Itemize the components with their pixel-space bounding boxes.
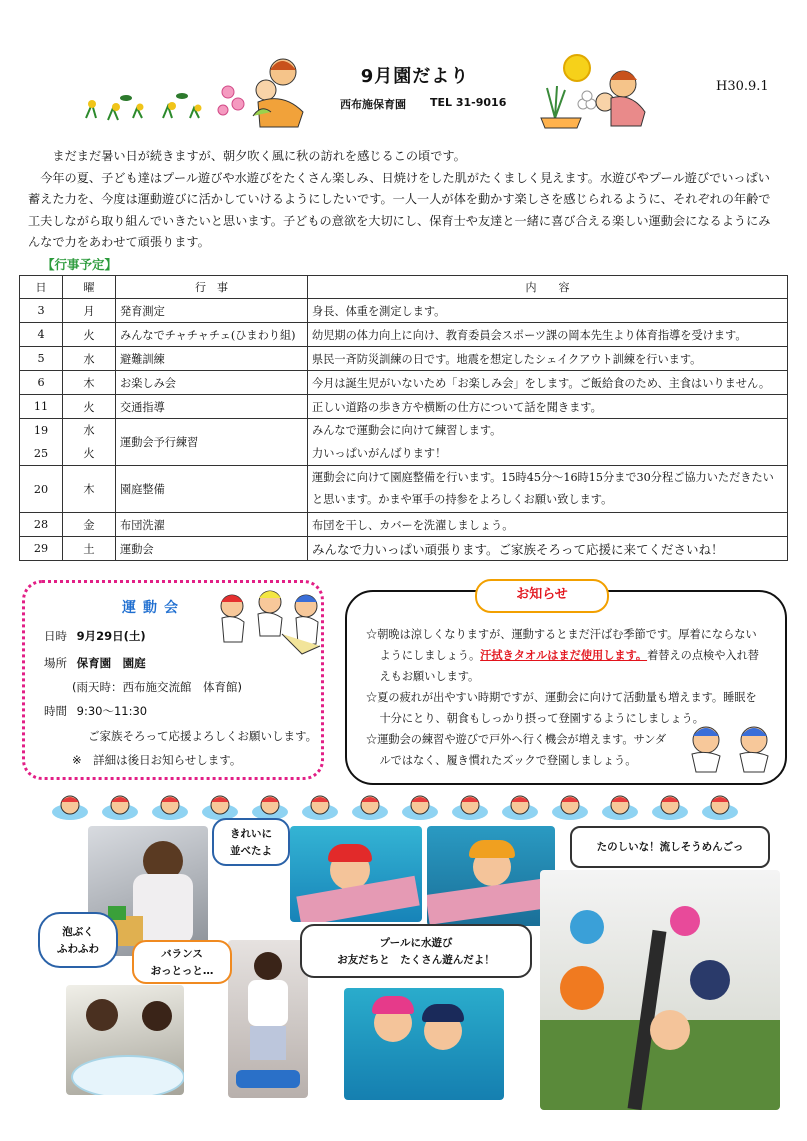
sports-time-row [44, 703, 147, 719]
cell-day: 20 [20, 466, 63, 513]
intro-text [28, 146, 780, 254]
photo-balance [228, 940, 308, 1098]
notice-item: ☆運動会の練習や遊びで戸外へ行く機会が増えます。サンダルではなく、履き慣れたズックで登園しましょう。 [366, 733, 667, 767]
cell-dow: 火 [63, 323, 116, 347]
schedule-heading: 【行事予定】 [42, 257, 118, 272]
cell-event: みんなでチャチャチェ(ひまわり組) [116, 323, 308, 347]
cell-day: 6 [20, 371, 63, 395]
cell-day: 3 [20, 299, 63, 323]
table-header-row [20, 276, 788, 299]
cell-dow-first: 水 [83, 424, 95, 437]
notice-tag: お知らせ [475, 579, 609, 613]
cell-detail: 正しい道路の歩き方や横断の仕方について話を聞きます。 [308, 395, 788, 419]
photo-bubbles [66, 985, 184, 1095]
cell-dow [63, 419, 116, 466]
cell-detail-line: 力いっぱいがんばります！ [312, 447, 447, 460]
swimming-children-border [50, 792, 770, 822]
cell-dow: 月 [63, 299, 116, 323]
sports-message: ご家族そろって応援よろしくお願いします。 [88, 729, 318, 743]
date-label: 日時 [44, 629, 67, 643]
table-row [20, 513, 788, 537]
cell-detail: 今月は誕生児がいないため「お楽しみ会」をします。ご飯給食のため、主食はいりません。 [308, 371, 788, 395]
cell-event: 交通指導 [116, 395, 308, 419]
cell-event: 運動会予行練習 [116, 419, 308, 466]
table-row [20, 371, 788, 395]
cell-day: 28 [20, 513, 63, 537]
schedule-table [19, 275, 788, 561]
cell-day: 5 [20, 347, 63, 371]
cell-day-second: 25 [33, 447, 49, 460]
cell-detail: 運動会に向けて園庭整備を行います。15時45分～16時15分まで30分程ご協力いただきたいと思います。かまや軍手の持参をよろしくお願い致します。 [308, 466, 788, 513]
cell-dow: 土 [63, 537, 116, 561]
notice-text-part: 着替えの点検や入れ替えもお願いします。 [379, 649, 759, 683]
header-right-illustration [535, 48, 655, 130]
intro-paragraph: 今年の夏、子ども達はプール遊びや水遊びをたくさん楽しみ、日焼けをした肌がたくましく見えます。水遊びやプール遊びでいっぱい蓄えた力を、今度は運動遊びに活かしていけるようにしたいです。一人一人が体を動かす楽しさを感じられるように、それぞれの年齢で工夫しながら取り組んでいきたいと思います。子どもの意欲を大切にし、保育士や友達と一緒に喜び合える楽しい運動会になるようにみんなで力をあわせて頑張ります。 [28, 170, 771, 249]
cell-event: 発育測定 [116, 299, 308, 323]
table-row [20, 466, 788, 513]
intro-paragraph: まだまだ暑い日が続きますが、朝夕吹く風に秋の訪れを感じるこの頃です。 [52, 149, 466, 163]
cell-dow: 木 [63, 371, 116, 395]
cell-dow-second: 火 [83, 447, 95, 460]
children-running-illustration [212, 584, 324, 662]
table-row [20, 347, 788, 371]
cell-event: お楽しみ会 [116, 371, 308, 395]
photo-pool-2 [427, 826, 555, 926]
sports-place-row [44, 655, 146, 671]
cell-detail: みんなで力いっぱい頑張ります。ご家族そろって応援に来てくださいね！ [308, 537, 788, 561]
cell-day: 29 [20, 537, 63, 561]
cell-day: 11 [20, 395, 63, 419]
children-illustration [684, 720, 780, 774]
cell-event: 運動会 [116, 537, 308, 561]
place-label: 場所 [44, 656, 67, 670]
cell-detail: 県民一斉防災訓練の日です。地震を想定したシェイクアウト訓練を行います。 [308, 347, 788, 371]
sports-note: ※ 詳細は後日お知らせします。 [72, 753, 242, 767]
column-header: 曜 [63, 276, 116, 299]
cell-event: 避難訓練 [116, 347, 308, 371]
cell-dow: 木 [63, 466, 116, 513]
cell-day: 4 [20, 323, 63, 347]
school-phone: TEL 31-9016 [430, 96, 507, 109]
photo-nagashi-somen [540, 870, 780, 1110]
header-left-illustration [78, 52, 308, 132]
table-row [20, 537, 788, 561]
caption-bubble: 泡ぶく ふわふわ [38, 912, 118, 968]
issue-date: H30.9.1 [716, 79, 769, 94]
cell-event: 布団洗濯 [116, 513, 308, 537]
cell-dow: 火 [63, 395, 116, 419]
notice-item: ☆夏の疲れが出やすい時期ですが、運動会に向けて活動量も増えます。睡眠を十分にとり、朝食もしっかり摂って登園するようにしましょう。 [366, 691, 757, 725]
sports-date-row [44, 628, 146, 644]
photo-pool-1 [290, 826, 422, 922]
cell-dow: 水 [63, 347, 116, 371]
cell-event: 園庭整備 [116, 466, 308, 513]
cell-day [20, 419, 63, 466]
caption-bubble: バランス おっとっと… [132, 940, 232, 984]
place-value: 保育園 園庭 [76, 656, 146, 670]
date-value: 9月29日(土) [76, 629, 146, 643]
time-label: 時間 [44, 704, 67, 718]
column-header: 内 容 [308, 276, 788, 299]
table-row [20, 323, 788, 347]
caption-bubble: きれいに 並べたよ [212, 818, 290, 866]
caption-bubble: たのしいな！流しそうめんごっ [570, 826, 770, 868]
caption-bubble: プールに水遊び お友だちと たくさん遊んだよ！ [300, 924, 532, 978]
column-header: 日 [20, 276, 63, 299]
cell-detail-line: みんなで運動会に向けて練習します。 [312, 424, 502, 437]
notice-text-part: ☆朝晩は涼しくなりますが、運動するとまだ汗ばむ季節です。厚着にならないようにしましょう。 [366, 628, 757, 662]
sports-day-title: 運動会 [122, 600, 185, 616]
time-value: 9:30～11:30 [76, 704, 148, 718]
cell-detail: 幼児期の体力向上に向け、教育委員会スポーツ課の岡本先生より体育指導を受けます。 [308, 323, 788, 347]
cell-day-first: 19 [33, 424, 49, 437]
cell-detail [308, 419, 788, 466]
towel-highlight: 汗拭きタオルはまだ使用します。 [480, 648, 648, 662]
cell-dow: 金 [63, 513, 116, 537]
school-name: 西布施保育園 [340, 98, 406, 111]
table-row [20, 419, 788, 466]
table-row [20, 299, 788, 323]
cell-detail: 身長、体重を測定します。 [308, 299, 788, 323]
column-header: 行 事 [116, 276, 308, 299]
newsletter-title: 9月園だより [360, 66, 470, 87]
rain-note: (雨天時：西布施交流館 体育館) [72, 680, 242, 694]
notice-item [366, 624, 766, 687]
cell-detail: 布団を干し、カバーを洗濯しましょう。 [308, 513, 788, 537]
table-row [20, 395, 788, 419]
photo-pool-3 [344, 988, 504, 1100]
